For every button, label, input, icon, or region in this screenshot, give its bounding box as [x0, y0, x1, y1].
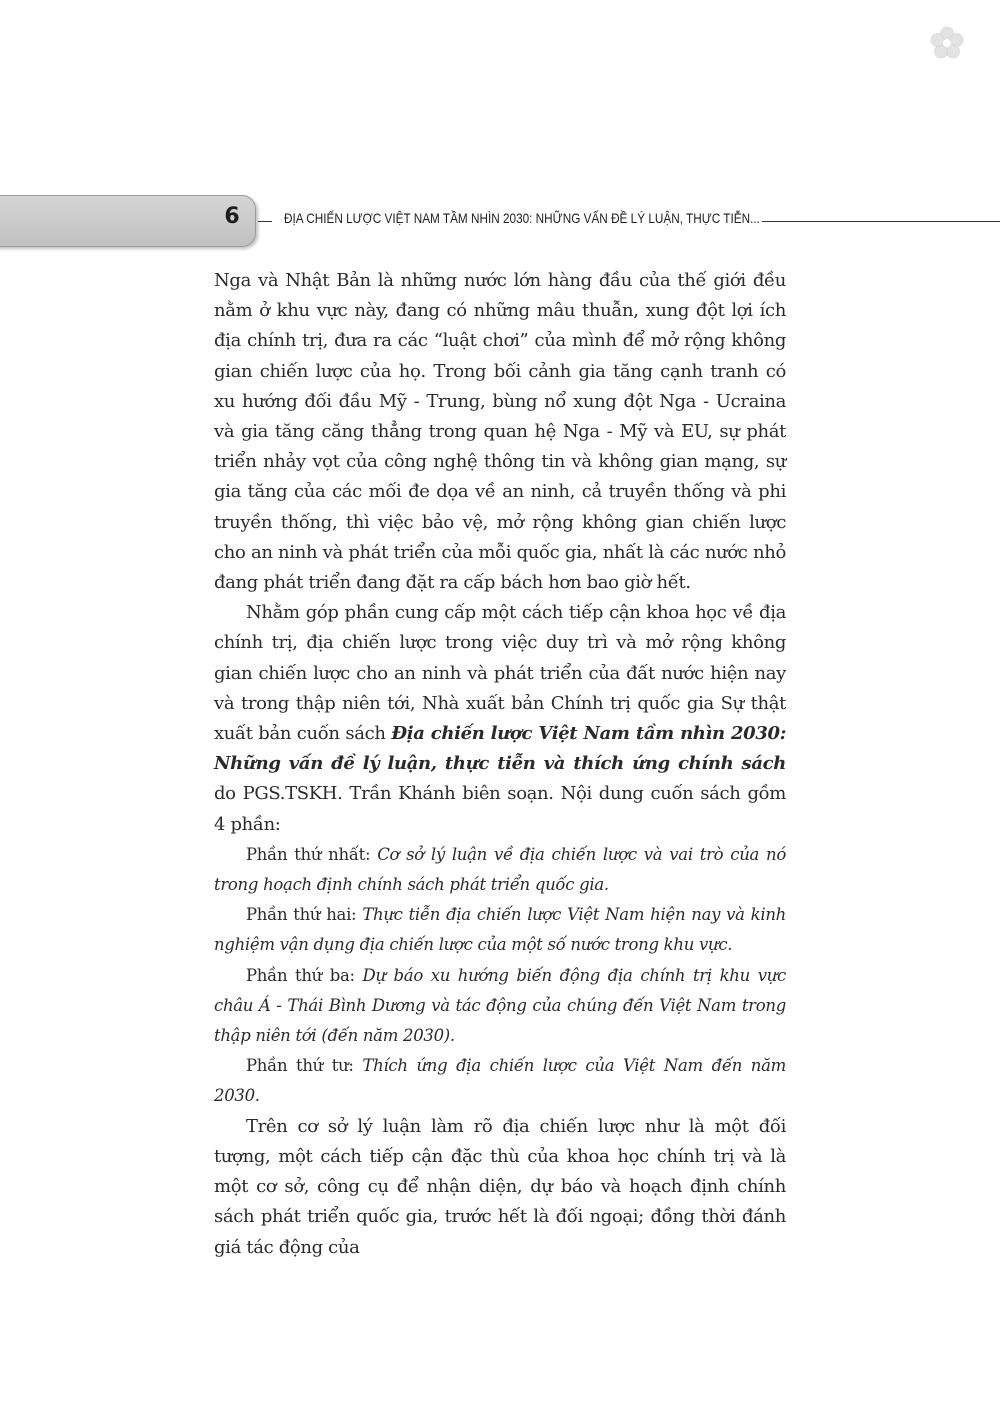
part-1	[214, 840, 786, 900]
part-1-title: Cơ sở lý luận về địa chiến lược và vai trò của nó trong hoạch định chính sách phát triển quốc gia.	[214, 844, 786, 895]
paragraph-2-text: Nhằm góp phần cung cấp một cách tiếp cận khoa học về địa chính trị, địa chiến lược trong việc duy trì và mở rộng không gian chiến lược cho an ninh và phát triển của đất nước hiện nay và trong thập niên tới, Nhà xuất bản Chính trị quốc gia Sự thật xuất bản cuốn sách	[214, 602, 786, 745]
part-3	[214, 961, 786, 1052]
running-title: ĐỊA CHIẾN LƯỢC VIỆT NAM TẦM NHÌN 2030: NHỮNG VẤN ĐỀ LÝ LUẬN, THỰC TIỄN...	[284, 210, 760, 226]
part-4-label: Phần thứ tư:	[246, 1056, 363, 1076]
part-4-title: Thích ứng địa chiến lược của Việt Nam đến năm 2030.	[214, 1056, 786, 1106]
part-2-label: Phần thứ hai:	[246, 905, 363, 925]
part-1-label: Phần thứ nhất:	[246, 844, 378, 864]
part-3-label: Phần thứ ba:	[246, 965, 363, 985]
header-rule-right	[762, 221, 1000, 222]
paragraph-2-text-end: do PGS.TSKH. Trần Khánh biên soạn. Nội dung cuốn sách gồm 4 phần:	[214, 783, 786, 835]
page-body	[214, 266, 786, 1263]
page-number-tab	[0, 195, 256, 247]
page-number: 6	[224, 204, 240, 229]
part-3-title: Dự báo xu hướng biến động địa chính trị khu vực châu Á - Thái Bình Dương và tác động của chúng đến Việt Nam trong thập niên tới (đến năm 2030).	[214, 965, 786, 1046]
paragraph-3: Trên cơ sở lý luận làm rõ địa chiến lược như là một đối tượng, một cách tiếp cận đặc thù của khoa học chính trị và là một cơ sở, công cụ để nhận diện, dự báo và hoạch định chính sách phát triển quốc gia, trước hết là đối ngoại; đồng thời đánh giá tác động của	[214, 1115, 786, 1258]
paragraph-2	[214, 598, 786, 840]
paragraph-1: Nga và Nhật Bản là những nước lớn hàng đầu của thế giới đều nằm ở khu vực này, đang có những mâu thuẫn, xung đột lợi ích địa chính trị, đưa ra các “luật chơi” của mình để mở rộng không gian chiến lược của họ. Trong bối cảnh gia tăng cạnh tranh có xu hướng đối đầu Mỹ - Trung, bùng nổ xung đột Nga - Ucraina và gia tăng căng thẳng trong quan hệ Nga - Mỹ và EU, sự phát triển nhảy vọt của công nghệ thông tin và không gian mạng, sự gia tăng của các mối đe dọa về an ninh, cả truyền thống và phi truyền thống, thì việc bảo vệ, mở rộng không gian chiến lược cho an ninh và phát triển của mỗi quốc gia, nhất là các nước nhỏ đang phát triển đang đặt ra cấp bách hơn bao giờ hết.	[214, 270, 786, 594]
part-4	[214, 1051, 786, 1111]
flower-mark-icon	[930, 26, 964, 60]
book-title: Địa chiến lược Việt Nam tầm nhìn 2030: Những vấn đề lý luận, thực tiễn và thích ứng chính sách	[214, 723, 786, 775]
part-2	[214, 900, 786, 960]
part-2-title: Thực tiễn địa chiến lược Việt Nam hiện nay và kinh nghiệm vận dụng địa chiến lược của một số nước trong khu vực.	[214, 905, 786, 955]
header-rule-left	[258, 221, 272, 222]
